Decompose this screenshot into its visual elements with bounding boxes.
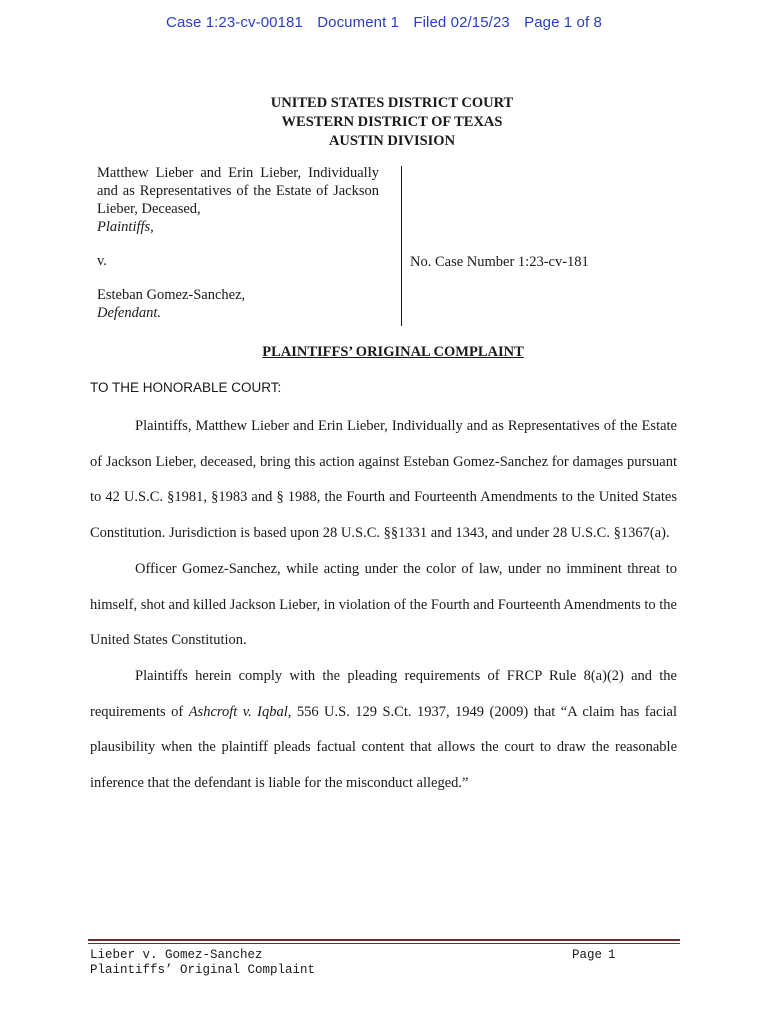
- salutation: TO THE HONORABLE COURT:: [90, 380, 282, 395]
- versus-label: v.: [97, 253, 107, 269]
- caption-divider: [401, 166, 402, 326]
- court-district: WESTERN DISTRICT OF TEXAS: [281, 114, 503, 130]
- complaint-body: [90, 409, 677, 802]
- case-citation: Ashcroft v. Iqbal: [188, 703, 288, 720]
- footer-caption: [90, 948, 315, 978]
- defendant-role: Defendant.: [97, 305, 162, 321]
- footer-doc-name: Plaintiffs’ Original Complaint: [90, 963, 316, 977]
- footer-page: [572, 948, 616, 962]
- ecf-header-stamp: [0, 14, 768, 31]
- footer-page-label: Page: [572, 948, 603, 962]
- footer-case-name: Lieber v. Gomez-Sanchez: [90, 948, 263, 962]
- page-count: Page 1 of 8: [524, 14, 602, 31]
- document-number: Document 1: [317, 14, 400, 31]
- case-id: Case 1:23-cv-00181: [166, 14, 303, 31]
- document-title-text: PLAINTIFFS’ ORIGINAL COMPLAINT: [262, 344, 524, 360]
- plaintiffs-names: Matthew Lieber and Erin Lieber, Individually and as Representatives of the Estate of Jackson Lieber, Deceased,: [97, 165, 379, 217]
- plaintiffs-role: Plaintiffs,: [97, 219, 154, 235]
- defendant-name: Esteban Gomez-Sanchez,: [97, 287, 246, 303]
- paragraph-3-lead: Plaintiffs herein comply with the pleading requirements of FRCP Rule 8(a)(2) and the requirements of: [90, 667, 677, 720]
- court-name: UNITED STATES DISTRICT COURT: [270, 95, 514, 111]
- paragraph-3-rest: , 556 U.S. 129 S.Ct. 1937, 1949 (2009) that “A claim has facial plausibility when the plaintiff pleads factual content that allows the court to draw the reasonable inference that the defendant is liable for the misconduct alleged.”: [90, 703, 677, 792]
- footer-rule: [88, 939, 680, 944]
- filed-date: Filed 02/15/23: [413, 14, 510, 31]
- paragraph-2: Officer Gomez-Sanchez, while acting under the color of law, under no imminent threat to himself, shot and killed Jackson Lieber, in violation of the Fourth and Fourteenth Amendments to the United States Constitution.: [90, 560, 677, 649]
- case-caption: [97, 164, 379, 322]
- case-number: No. Case Number 1:23-cv-181: [410, 254, 589, 270]
- document-title: [0, 344, 768, 361]
- paragraph-3: [90, 659, 677, 802]
- footer-page-number: 1: [608, 948, 616, 962]
- paragraph-1: Plaintiffs, Matthew Lieber and Erin Lieber, Individually and as Representatives of the Estate of Jackson Lieber, deceased, bring this action against Esteban Gomez-Sanchez for damages pursuant to 42 U.S.C. §1981, §1983 and § 1988, the Fourth and Fourteenth Amendments to the United States Constitution. Jurisdiction is based upon 28 U.S.C. §§1331 and 1343, and under 28 U.S.C. §1367(a).: [90, 418, 677, 542]
- court-division: AUSTIN DIVISION: [328, 133, 456, 149]
- court-heading: [0, 94, 768, 151]
